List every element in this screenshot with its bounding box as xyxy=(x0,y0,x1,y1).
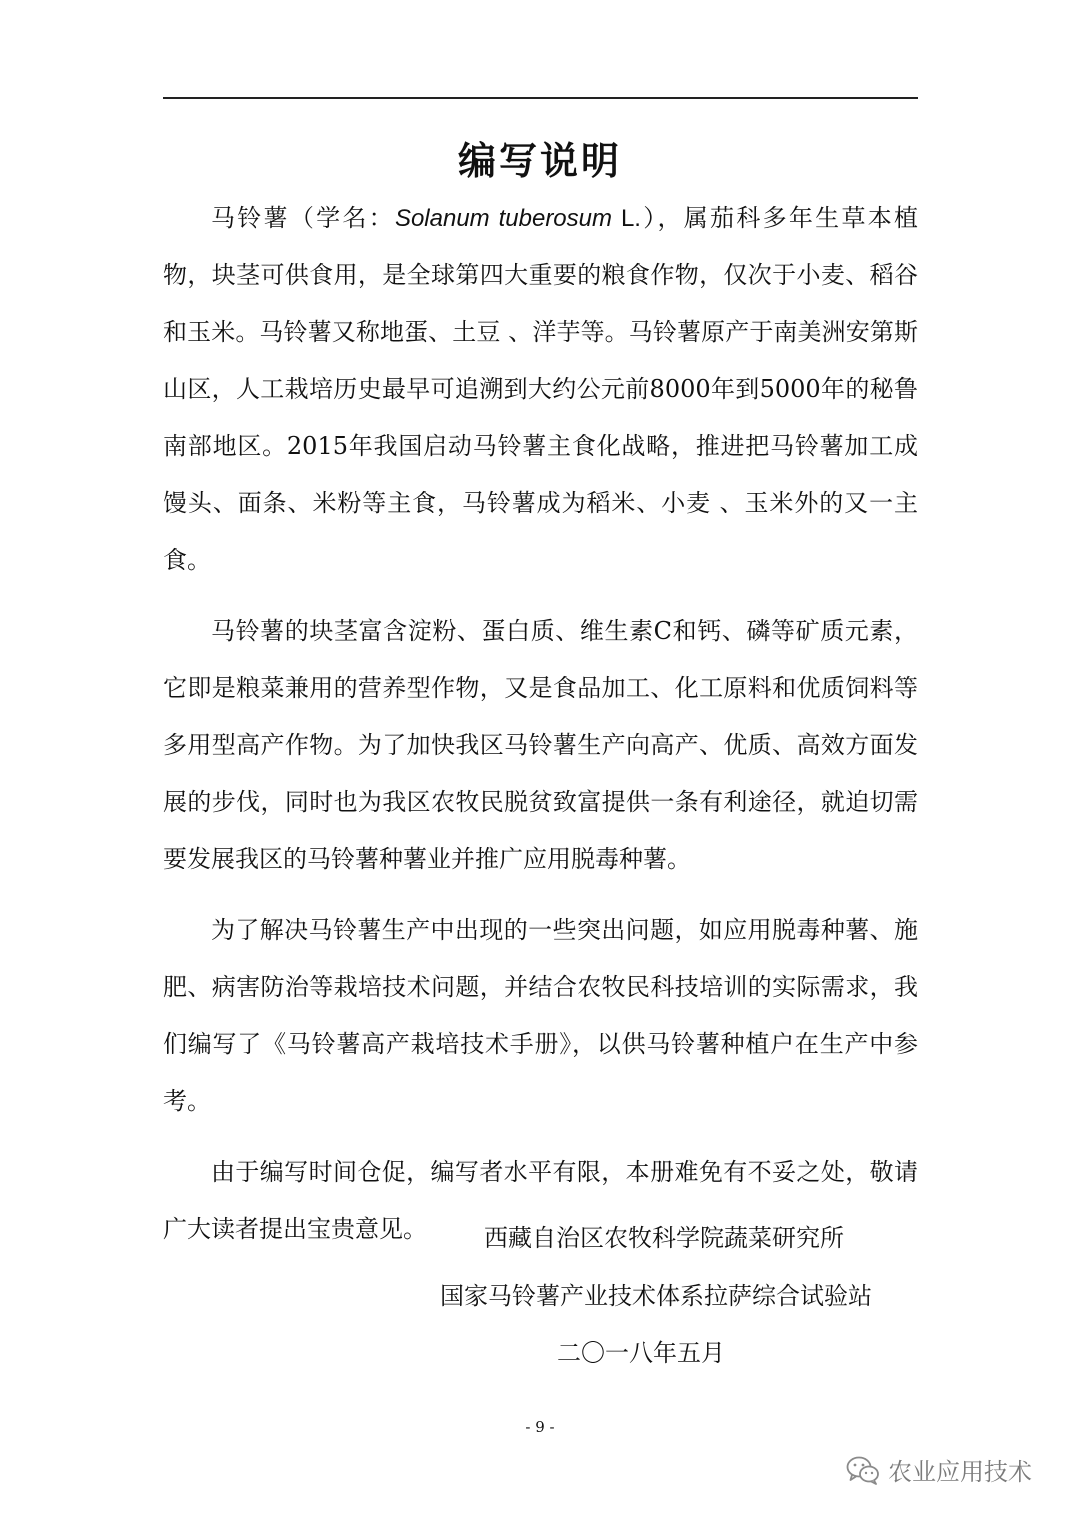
signature-org-2: 国家马铃薯产业技术体系拉萨综合试验站 xyxy=(440,1282,872,1310)
header-rule xyxy=(163,97,918,99)
page-title: 编写说明 xyxy=(457,139,622,183)
watermark-text: 农业应用技术 xyxy=(888,1458,1032,1486)
signature-date: 二〇一八年五月 xyxy=(557,1339,725,1367)
scientific-name-authority: L. xyxy=(612,205,641,232)
scientific-name-italic: Solanum tuberosum xyxy=(394,205,612,232)
paragraph-4: 由于编写时间仓促，编写者水平有限，本册难免有不妥之处，敬请广大读者提出宝贵意见。 xyxy=(163,1158,918,1243)
paragraph-1 xyxy=(163,190,918,589)
watermark xyxy=(846,1452,1032,1487)
signature-org-1: 西藏自治区农牧科学院蔬菜研究所 xyxy=(484,1224,844,1252)
wechat-icon xyxy=(846,1455,880,1485)
paragraph-2: 马铃薯的块茎富含淀粉、蛋白质、维生素C和钙、磷等矿质元素，它即是粮菜兼用的营养型作物，又是食品加工、化工原料和优质饲料等多用型高产作物。为了加快我区马铃薯生产向高产、优质、高效方面发展的步伐，同时也为我区农牧民脱贫致富提供一条有利途径，就迫切需要发展我区的马铃薯种薯业并推广应用脱毒种薯。 xyxy=(163,617,918,873)
paragraph-1-pre: 马铃薯（学名： xyxy=(211,204,395,232)
scientific-name xyxy=(395,205,641,232)
paragraph-1-post: ），属茄科多年生草本植物，块茎可供食用，是全球第四大重要的粮食作物，仅次于小麦、稻谷和玉米。马铃薯又称地蛋、土豆 、洋芋等。马铃薯原产于南美洲安第斯山区，人工栽培历史最早可追溯到大约公元前8000年到5000年的秘鲁南部地区。2015年我国启动马铃薯主食化战略，推进把马铃薯加工成馒头、面条、米粉等主食，马铃薯成为稻米、小麦 、玉米外的又一主食。 xyxy=(163,204,919,574)
paragraph-3: 为了解决马铃薯生产中出现的一些突出问题，如应用脱毒种薯、施肥、病害防治等栽培技术问题，并结合农牧民科技培训的实际需求，我们编写了《马铃薯高产栽培技术手册》，以供马铃薯种植户在生产中参考。 xyxy=(163,916,918,1115)
document-body xyxy=(163,190,918,1258)
page-number: - 9 - xyxy=(525,1418,555,1436)
